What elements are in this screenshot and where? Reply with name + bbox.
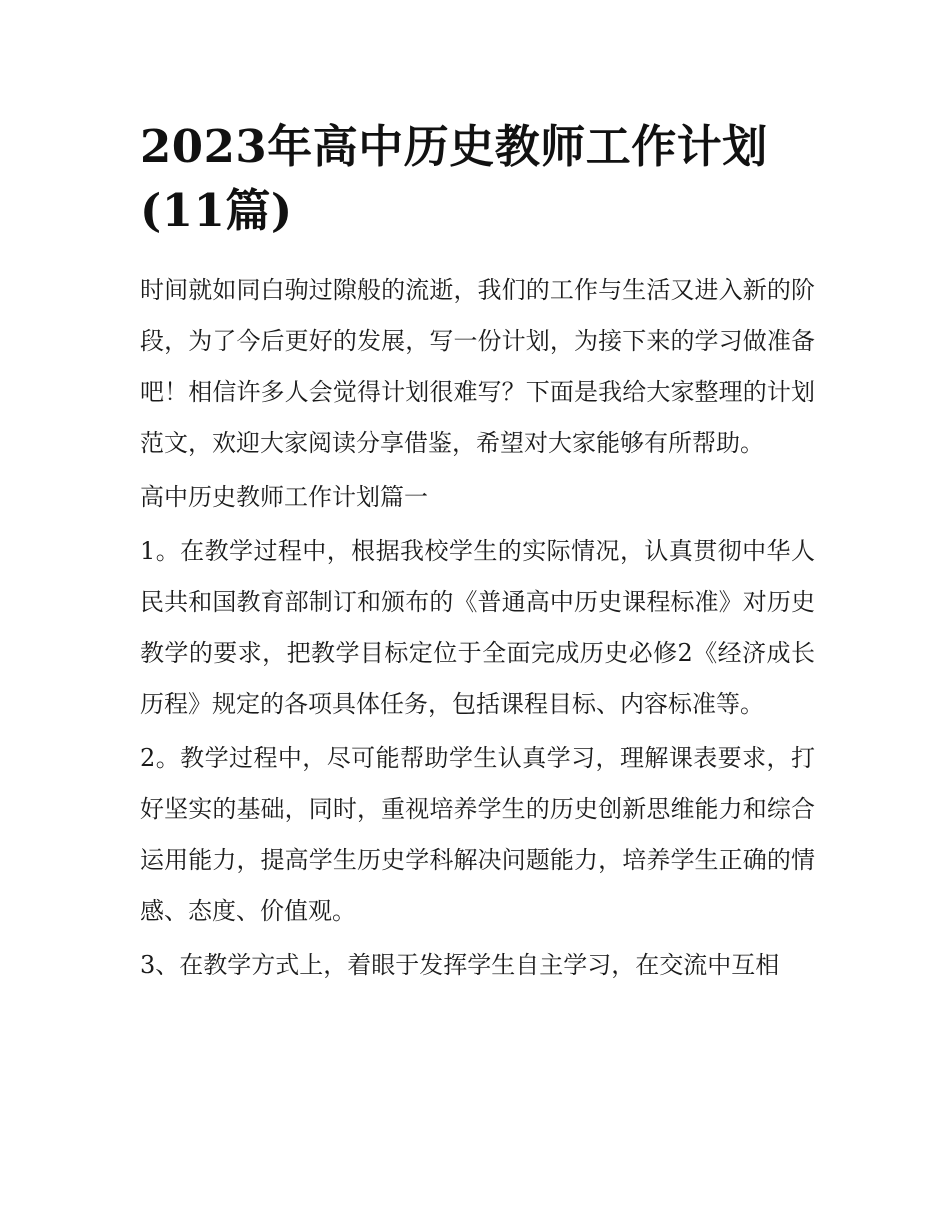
section-heading: 高中历史教师工作计划篇一 [140,483,428,511]
title-line-2: (11篇) [140,184,293,237]
list-item-3: 3、在教学方式上，着眼于发挥学生自主学习，在交流中互相 [140,951,780,979]
document-title [140,115,815,243]
list-item-1: 1。在教学过程中，根据我校学生的实际情况，认真贯彻中华人民共和国教育部制订和颁布的《普通高中历史课程标准》对历史教学的要求，把教学目标定位于全面完成历史必修2《经济成长历程》规定的各项具体任务，包括课程目标、内容标准等。 [140,537,815,718]
document-page [140,115,815,994]
intro-paragraph: 时间就如同白驹过隙般的流逝，我们的工作与生活又进入新的阶段，为了今后更好的发展，写一份计划，为接下来的学习做准备吧！相信许多人会觉得计划很难写？下面是我给大家整理的计划范文，欢迎大家阅读分享借鉴，希望对大家能够有所帮助。 [140,276,815,457]
list-item-2: 2。教学过程中，尽可能帮助学生认真学习，理解课表要求，打好坚实的基础，同时，重视培养学生的历史创新思维能力和综合运用能力，提高学生历史学科解决问题能力，培养学生正确的情感、态度、价值观。 [140,744,815,925]
title-line-1: 2023年高中历史教师工作计划 [140,120,768,173]
document-body [140,265,815,991]
